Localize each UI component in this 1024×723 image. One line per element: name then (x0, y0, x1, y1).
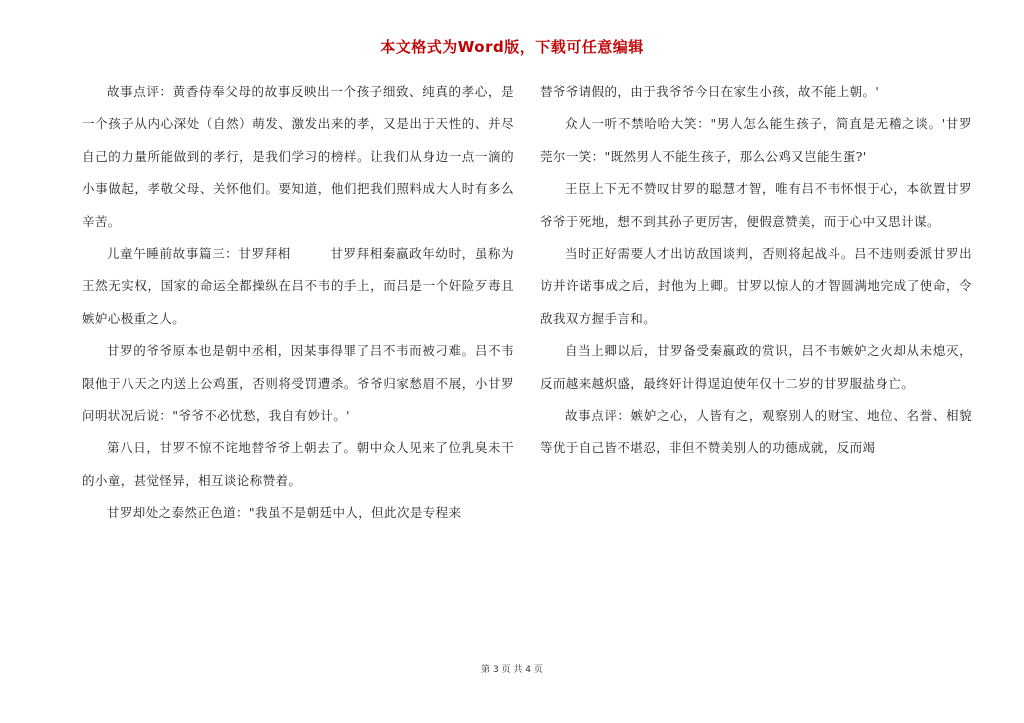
paragraph-commentary-huangxiang: 故事点评：黄香侍奉父母的故事反映出一个孩子细致、纯真的孝心，是一个孩子从内心深处（自然）萌发、激发出来的孝，又是出于天性的、并尽自己的力量所能做到的孝行，是我们学习的榜样。让我们从身边一点一滴的小事做起，孝敬父母、关怀他们。要知道，他们把我们照料成大人时有多么辛苦。 (82, 84, 514, 229)
paragraph-mission: 当时正好需要人才出访敌国谈判，否则将起战斗。吕不违则委派甘罗出访并许诺事成之后，封他为上卿。甘罗以惊人的才智圆满地完成了使命，令敌我双方握手言和。 (540, 246, 972, 326)
paragraph-grandfather: 甘罗的爷爷原本也是朝中丞相，因某事得罪了吕不韦而被刁难。吕不韦限他于八天之内送上公鸡蛋，否则将受罚遭杀。爷爷归家愁眉不展，小甘罗问明状况后说："爷爷不必忧愁，我自有妙计。' (82, 343, 514, 424)
paragraph-commentary-envy: 故事点评：嫉妒之心，人皆有之，观察别人的财宝、地位、名誉、相貌等优于自己皆不堪忍，非但不赞美别人的功德成就，反而竭 (540, 408, 972, 456)
right-column (540, 76, 972, 465)
page-number: 第 3 页 共 4 页 (481, 665, 543, 675)
paragraph-laughter: 众人一听不禁哈哈大笑："男人怎么能生孩子，简直是无稽之谈。'甘罗莞尔一笑："既然男人不能生孩子，那么公鸡又岂能生蛋?' (540, 116, 972, 164)
paragraph-continuation: 替爷爷请假的，由于我爷爷今日在家生小孩，故不能上朝。' (540, 84, 880, 99)
document-banner: 本文格式为Word版，下载可任意编辑 (380, 38, 644, 56)
paragraph-ganluo-speech: 甘罗却处之泰然正色道："我虽不是朝廷中人，但此次是专程来 (107, 505, 462, 521)
paragraph-eighth-day: 第八日，甘罗不惊不诧地替爷爷上朝去了。朝中众人见来了位乳臭未干的小童，甚觉怪异，相互谈论称赞着。 (82, 440, 514, 488)
left-column (82, 76, 514, 530)
paragraph-envy: 自当上卿以后，甘罗备受秦嬴政的赏识，吕不韦嫉妒之火却从未熄灭，反而越来越炽盛，最终奸计得逞迫使年仅十二岁的甘罗服盐身亡。 (540, 343, 972, 391)
paragraph-story-title: 儿童午睡前故事篇三：甘罗拜相 甘罗拜相秦嬴政年幼时，虽称为王然无实权，国家的命运全都操纵在吕不韦的手上，而吕是一个奸险歹毒且嫉妒心极重之人。 (82, 246, 514, 326)
paragraph-praise: 王臣上下无不赞叹甘罗的聪慧才智，唯有吕不韦怀恨于心，本欲置甘罗爷爷于死地，想不到其孙子更厉害，便假意赞美，而于心中又思计谋。 (540, 181, 972, 229)
